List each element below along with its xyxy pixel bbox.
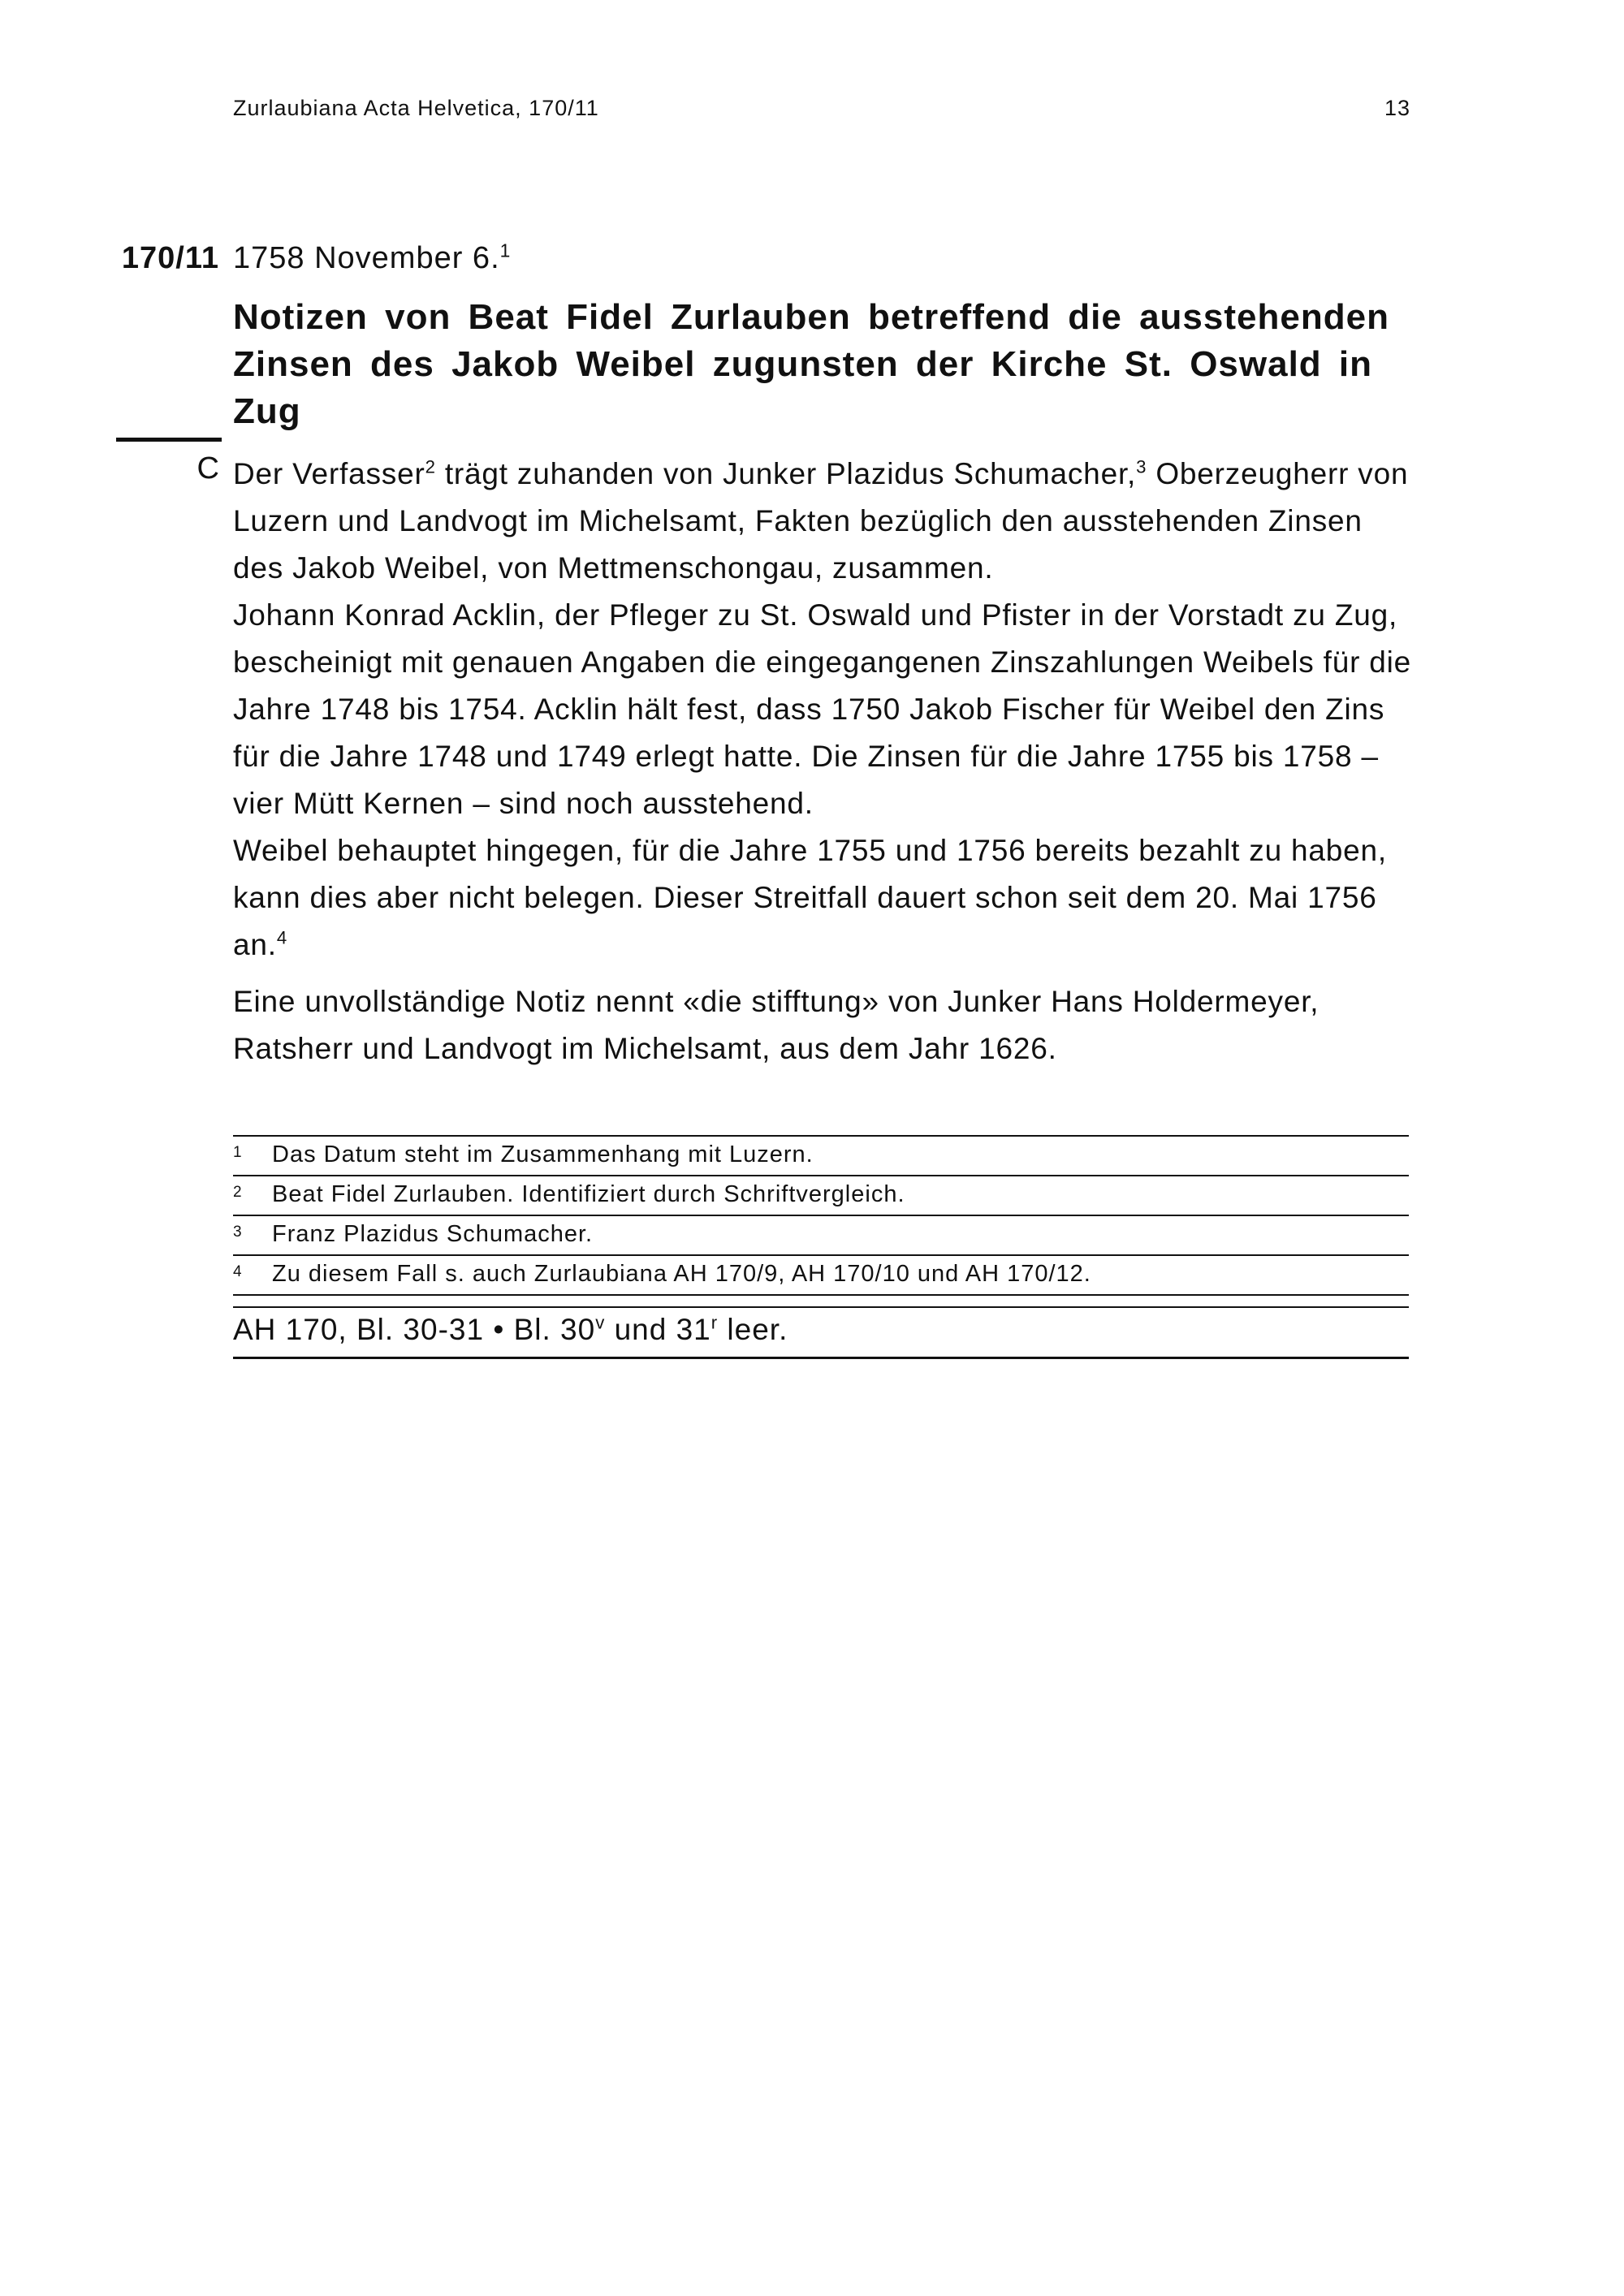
source-reference	[233, 1306, 1409, 1359]
regest-paragraph: Johann Konrad Acklin, der Pfleger zu St. Oswald und Pfister in der Vorstadt zu Zug, bescheinigt mit genauen Angaben die eingegangenen Zinszahlungen Weibels für die Jahre 1748 bis 1754. Acklin hält fest, dass 1750 Jakob Fischer für Weibel den Zins für die Jahre 1748 und 1749 erlegt hatte. Die Zinsen für die Jahre 1755 bis 1758 – vier Mütt Kernen – sind noch ausstehend.	[233, 598, 1412, 820]
footnote-item	[233, 1137, 1409, 1176]
document-date	[233, 241, 511, 276]
copy-mark: C	[197, 451, 219, 486]
regest-paragraph	[233, 451, 1419, 592]
footnote-ref-2: 2	[425, 456, 436, 477]
regest	[233, 451, 1419, 1072]
source-text	[233, 1313, 788, 1347]
footnote-item	[233, 1256, 1409, 1296]
source-part: AH 170, Bl. 30-31 • Bl. 30	[233, 1313, 596, 1346]
running-title: Zurlaubiana Acta Helvetica, 170/11	[233, 96, 599, 120]
footnote-text: Zu diesem Fall s. auch Zurlaubiana AH 170/9, AH 170/10 und AH 170/12.	[272, 1261, 1091, 1287]
footnote-text: Das Datum steht im Zusammenhang mit Luzern.	[272, 1142, 814, 1167]
footnote-text: Franz Plazidus Schumacher.	[272, 1221, 594, 1247]
footnote-number: 3	[233, 1224, 243, 1241]
document-title: Notizen von Beat Fidel Zurlauben betreffend die ausstehenden Zinsen des Jakob Weibel zugunsten der Kirche St. Oswald in Zug	[233, 297, 1389, 431]
verso-mark: v	[595, 1312, 606, 1333]
date-footnote-ref: 1	[499, 240, 512, 261]
regest-text: Der Verfasser	[233, 457, 425, 490]
regest-text: Weibel behauptet hingegen, für die Jahre 1755 und 1756 bereits bezahlt zu haben, kann dies aber nicht belegen. Dieser Streitfall dauert schon seit dem 20. Mai 1756 an.	[233, 834, 1388, 961]
footnote-ref-3: 3	[1136, 456, 1147, 477]
margin-divider	[116, 438, 222, 442]
regest-text: Oberzeugherr von Luzern und Landvogt im Michelsamt, Fakten bezüglich den ausstehenden Zinsen des Jakob Weibel, von Mettmenschongau, zusammen.	[233, 457, 1409, 585]
footnote-text: Beat Fidel Zurlauben. Identifiziert durch Schriftvergleich.	[272, 1181, 905, 1207]
document-number: 170/11	[121, 241, 219, 275]
source-part: leer.	[718, 1313, 788, 1346]
source-part: und 31	[605, 1313, 711, 1346]
regest-paragraph	[233, 827, 1419, 969]
regest-text: trägt zuhanden von Junker Plazidus Schumacher,	[435, 457, 1137, 490]
footnote-ref-4: 4	[276, 927, 287, 948]
footnote-number: 2	[233, 1184, 243, 1201]
footnote-number: 4	[233, 1263, 243, 1280]
date-text: 1758 November 6.	[233, 241, 500, 275]
footnote-item	[233, 1216, 1409, 1256]
footnote-number: 1	[233, 1144, 243, 1161]
footnotes	[233, 1135, 1409, 1296]
regest-paragraph: Eine unvollständige Notiz nennt «die stifftung» von Junker Hans Holdermeyer, Ratsherr und Landvogt im Michelsamt, aus dem Jahr 1626.	[233, 985, 1320, 1065]
page-number: 13	[1384, 96, 1410, 120]
recto-mark: r	[710, 1312, 719, 1333]
footnote-item	[233, 1176, 1409, 1216]
running-header	[233, 96, 1410, 128]
